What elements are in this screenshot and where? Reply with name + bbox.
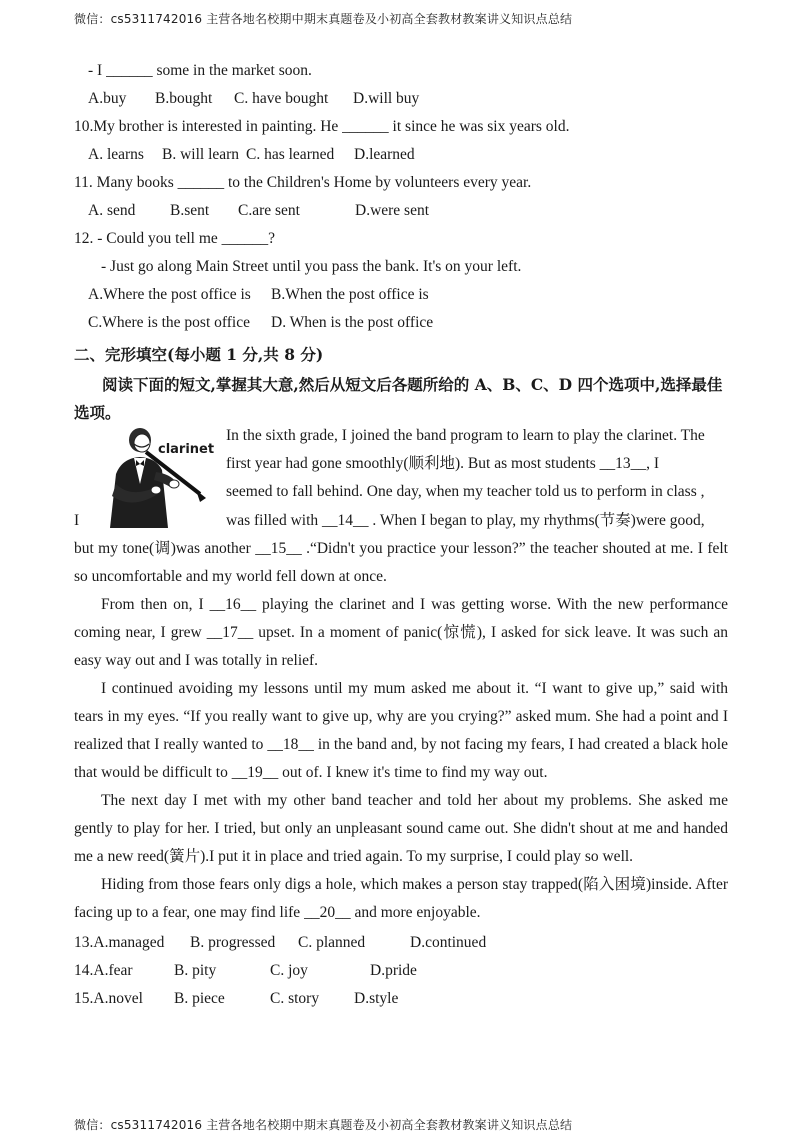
passage-line-2: first year had gone smoothly(顺利地). But as most students __13__, I <box>226 455 660 472</box>
q9-option-b: B.bought <box>155 90 213 107</box>
q10-option-c: C. has learned <box>246 146 335 163</box>
page-footer: 微信：cs5311742016 主营各地名校期中期末真题卷及小初高全套教材教案讲义知识点总结 <box>74 1118 573 1132</box>
q12-option-b: B.When the post office is <box>271 286 429 303</box>
passage-paragraph-1-rest: but my tone(调)was another __15__ .“Didn't you practice your lesson?” the teacher shouted at me. I felt so uncomfortable and my world fell down at once. <box>74 540 728 585</box>
q14-option-c: C. joy <box>270 962 308 979</box>
q12-option-c: C.Where is the post office <box>88 314 250 331</box>
q13-option-b: B. progressed <box>190 934 276 951</box>
q9-option-a: A.buy <box>88 90 127 107</box>
passage-line-1: In the sixth grade, I joined the band program to learn to play the clarinet. The <box>226 427 705 444</box>
q9-option-c: C. have bought <box>234 90 329 107</box>
q13-option-c: C. planned <box>298 934 366 951</box>
passage-paragraph-3: I continued avoiding my lessons until my mum asked me about it. “I want to give up,” said with tears in my eyes. “If you really want to give up, why are you crying?” asked mum. She had a point and I realized that I really wanted to __18__ in the band and, by not facing my fears, I had created a black hole that would be difficult to __19__ out of. I knew it's time to find my way out. <box>74 680 728 781</box>
q13-option-a: 13.A.managed <box>74 934 165 951</box>
section-title: 二、完形填空(每小题 1 分,共 8 分) <box>74 345 324 364</box>
q12-option-a: A.Where the post office is <box>88 286 251 303</box>
q11-option-b: B.sent <box>170 202 210 219</box>
figure-label: clarinet <box>158 442 215 457</box>
q10-option-d: D.learned <box>354 146 415 163</box>
q14-option-d: D.pride <box>370 962 417 979</box>
q12-stem: 12. - Could you tell me ______? <box>74 230 276 247</box>
clarinet-player-figure <box>96 424 214 532</box>
q9-line: - I ______ some in the market soon. <box>88 62 312 79</box>
passage-line-4-start: I <box>74 512 80 529</box>
q10-option-a: A. learns <box>88 146 144 163</box>
q11-option-d: D.were sent <box>355 202 430 219</box>
q10-option-b: B. will learn <box>162 146 240 163</box>
passage-line-3: seemed to fall behind. One day, when my teacher told us to perform in class , <box>226 483 705 500</box>
clarinet-player-icon <box>96 424 214 532</box>
q11-stem: 11. Many books ______ to the Children's Home by volunteers every year. <box>74 174 532 191</box>
q15-option-b: B. piece <box>174 990 225 1007</box>
passage-line-4: was filled with __14__ . When I began to play, my rhythms(节奏)were good, <box>226 512 705 529</box>
passage-paragraph-5: Hiding from those fears only digs a hole, which makes a person stay trapped(陷入困境)inside. After facing up to a fear, one may find life __20__ and more enjoyable. <box>74 876 728 921</box>
q11-option-c: C.are sent <box>238 202 300 219</box>
q12-reply: - Just go along Main Street until you pass the bank. It's on your left. <box>101 258 522 275</box>
q14-option-b: B. pity <box>174 962 217 979</box>
q9-option-d: D.will buy <box>353 90 420 107</box>
q13-option-d: D.continued <box>410 934 487 951</box>
page-header: 微信：cs5311742016 主营各地名校期中期末真题卷及小初高全套教材教案讲义知识点总结 <box>74 12 573 26</box>
passage-paragraph-4: The next day I met with my other band teacher and told her about my problems. She asked me gently to play for her. I tried, but only an unpleasant sound came out. She didn't shout at me and handed me a new reed(簧片).I put it in place and tried again. To my surprise, I could play so well. <box>74 792 728 865</box>
section-instruction: 阅读下面的短文,掌握其大意,然后从短文后各题所给的 A、B、C、D 四个选项中,选择最佳选项。 <box>74 375 723 422</box>
q15-option-c: C. story <box>270 990 320 1007</box>
q11-option-a: A. send <box>88 202 136 219</box>
passage-paragraph-2: From then on, I __16__ playing the clarinet and I was getting worse. With the new performance coming near, I grew __17__ upset. In a moment of panic(惊慌), I asked for sick leave. It was such an easy way out and I was totally in relief. <box>74 596 728 669</box>
q12-option-d: D. When is the post office <box>271 314 434 331</box>
q14-option-a: 14.A.fear <box>74 962 133 979</box>
q10-stem: 10.My brother is interested in painting. He ______ it since he was six years old. <box>74 118 570 135</box>
q15-option-a: 15.A.novel <box>74 990 143 1007</box>
q15-option-d: D.style <box>354 990 399 1007</box>
